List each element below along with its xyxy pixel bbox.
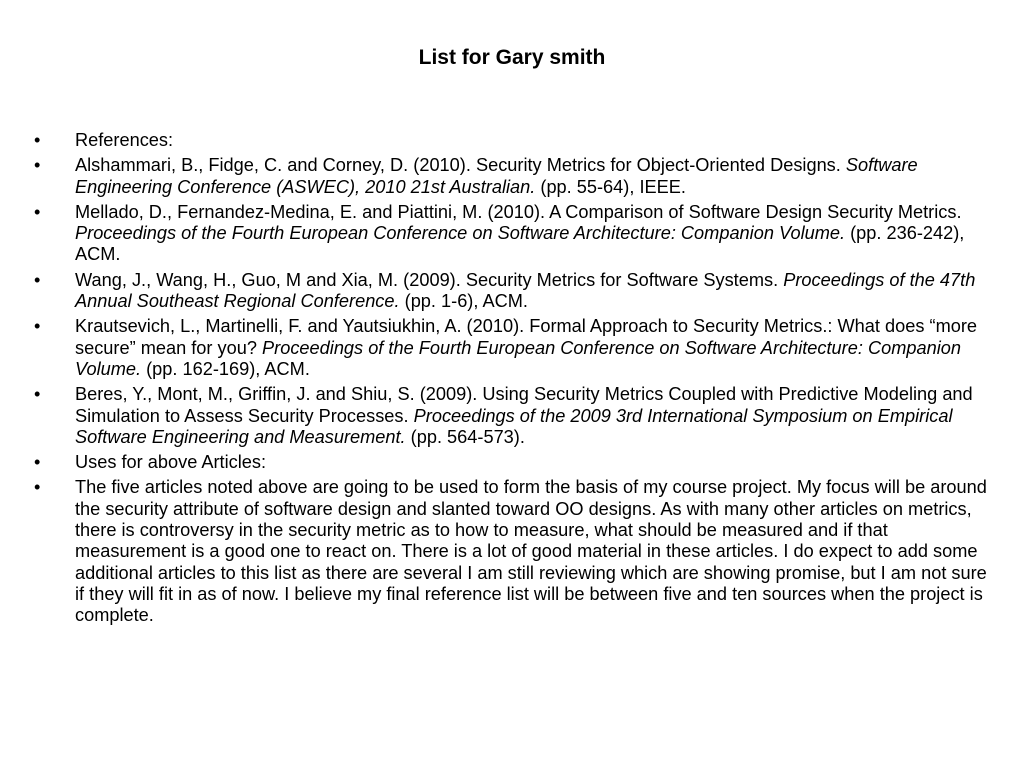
reference-authors-title: Wang, J., Wang, H., Guo, M and Xia, M. (2009). Security Metrics for Software Systems.	[75, 269, 784, 290]
list-item-reference	[30, 270, 992, 313]
reference-venue: Software Engineering Conference (ASWEC), 2010 21st Australian.	[75, 155, 918, 197]
list-item-paragraph	[30, 477, 992, 626]
bullet-list	[30, 130, 992, 631]
bullet-icon: •	[34, 130, 41, 150]
reference-venue: Proceedings of the 47th Annual Southeast Regional Conference.	[75, 269, 976, 312]
page-title: List for Gary smith	[418, 46, 606, 69]
reference-venue: Proceedings of the 2009 3rd International Symposium on Empirical Software Engineering and Measurement.	[75, 405, 953, 447]
bullet-icon: •	[34, 155, 41, 176]
reference-authors-title: Mellado, D., Fernandez-Medina, E. and Piattini, M. (2010). A Comparison of Software Design Security Metrics.	[75, 201, 962, 222]
list-item-references-heading	[30, 130, 992, 151]
bullet-icon: •	[34, 201, 41, 222]
reference-pages: (pp. 162-169), ACM.	[141, 358, 310, 379]
bullet-icon: •	[34, 452, 41, 473]
bullet-icon: •	[34, 477, 41, 498]
bullet-icon: •	[34, 384, 41, 405]
reference-venue: Proceedings of the Fourth European Conference on Software Architecture: Companion Volume.	[75, 337, 961, 379]
reference-pages: (pp. 236-242), ACM.	[75, 223, 965, 265]
reference-authors-title: Beres, Y., Mont, M., Griffin, J. and Shiu, S. (2009). Using Security Metrics Coupled with Predictive Modeling and Simulation to Assess Security Processes.	[75, 384, 973, 426]
bullet-icon: •	[34, 316, 41, 337]
list-item-reference	[30, 316, 992, 380]
reference-authors-title: Krautsevich, L., Martinelli, F. and Yautsiukhin, A. (2010). Formal Approach to Security Metrics.: What does “more secure” mean for you?	[75, 316, 978, 358]
bullet-icon: •	[34, 269, 41, 290]
list-item-text: The five articles noted above are going to be used to form the basis of my course project. My focus will be around the security attribute of software design and slanted toward OO designs. As with many other articles on metrics, there is controversy in the security metric as to how to measure, what should be measured and if that measurement is a good one to react on. There is a lot of good material in these articles. I do expect to add some additional articles to this list as there are several I am still reviewing which are showing promise, but I am not sure if they will fit in as of now. I believe my final reference list will be between five and ten sources when the project is complete.	[75, 477, 987, 626]
reference-authors-title: Alshammari, B., Fidge, C. and Corney, D. (2010). Security Metrics for Object-Oriented Designs.	[75, 155, 846, 176]
list-item-reference	[30, 202, 992, 266]
reference-venue: Proceedings of the Fourth European Conference on Software Architecture: Companion Volume.	[75, 223, 846, 244]
list-item-uses-heading	[30, 452, 992, 473]
list-item-text: Uses for above Articles:	[75, 452, 267, 473]
reference-pages: (pp. 55-64), IEEE.	[535, 176, 686, 197]
list-item-reference	[30, 384, 992, 448]
reference-pages: (pp. 564-573).	[405, 426, 525, 447]
list-item-text: References:	[75, 130, 174, 150]
reference-pages: (pp. 1-6), ACM.	[399, 291, 528, 312]
list-item-reference	[30, 155, 992, 198]
